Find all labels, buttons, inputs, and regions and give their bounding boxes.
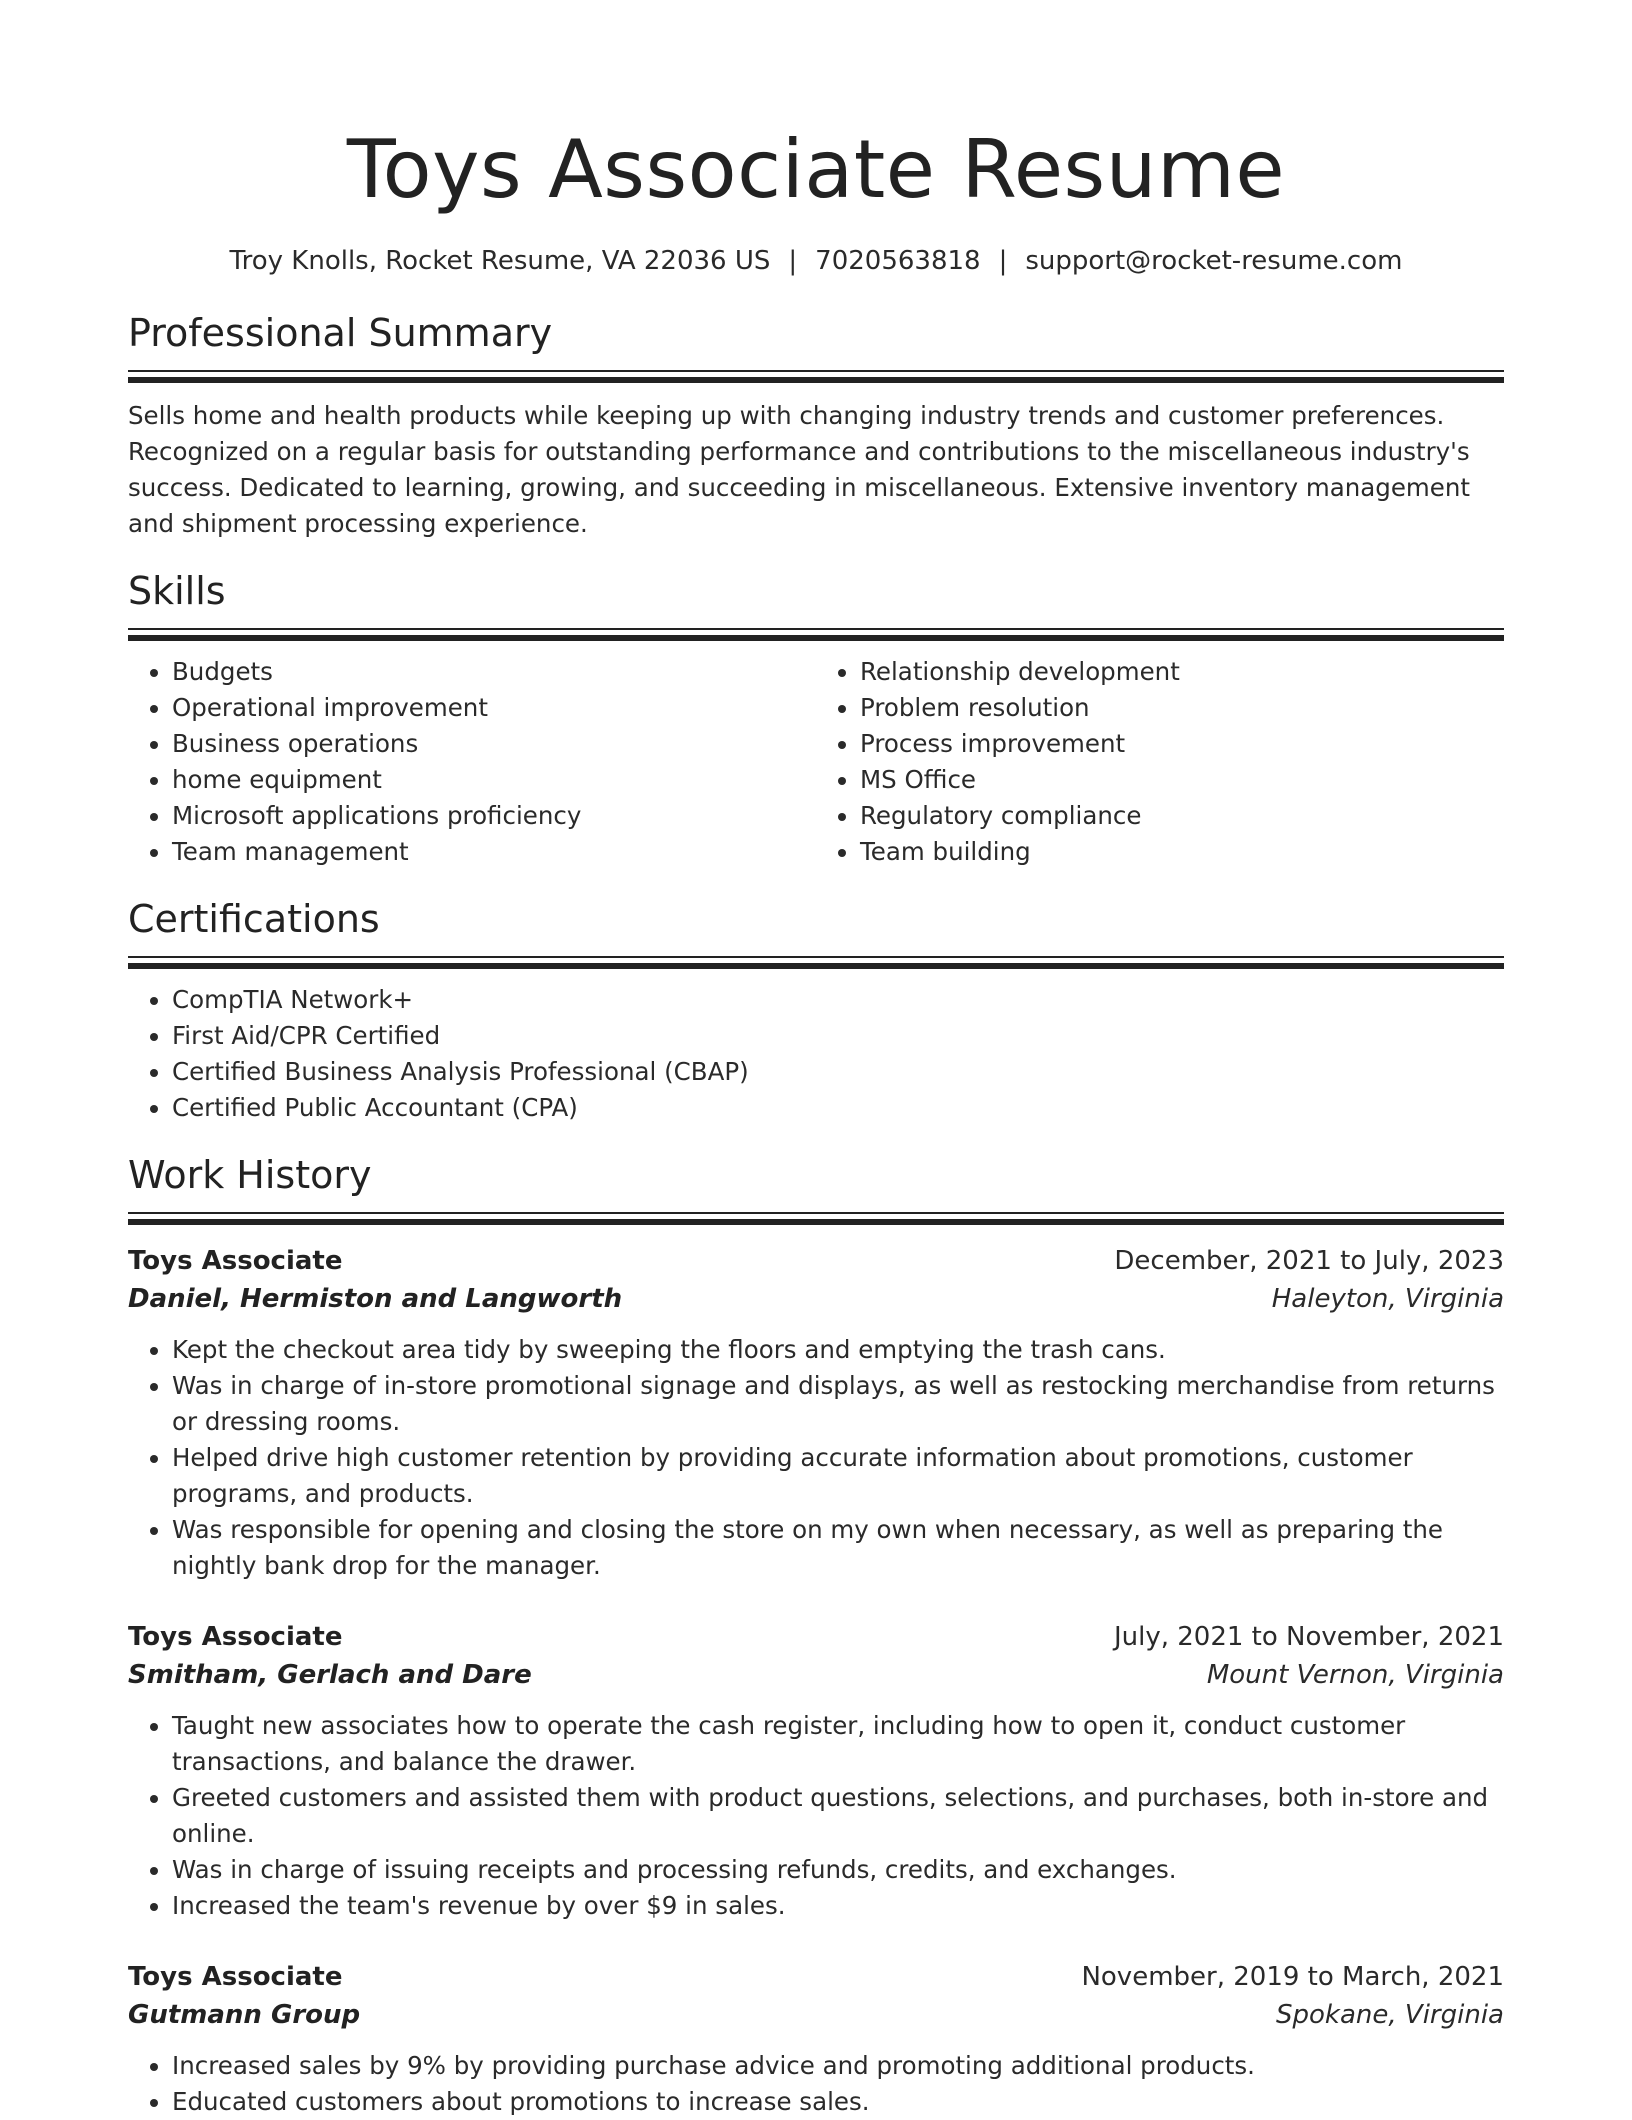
section-divider [128, 1212, 1504, 1226]
job-bullet: • Increased the team's revenue by over $9 in sales. [172, 1888, 1504, 1924]
job-header-row [128, 1958, 1504, 1996]
skill-item: • Budgets [172, 654, 816, 690]
job-bullet: • Was in charge of in-store promotional signage and displays, as well as restocking merchandise from returns or dressing rooms. [172, 1368, 1504, 1440]
job-bullets [128, 1708, 1504, 1924]
job-dates: July, 2021 to November, 2021 [1113, 1622, 1504, 1652]
job-bullet: • Was responsible for opening and closing the store on my own when necessary, as well as preparing the nightly bank drop for the manager. [172, 1512, 1504, 1584]
skill-item: • Regulatory compliance [860, 798, 1504, 834]
certifications-heading: Certifications [128, 897, 380, 941]
page-title: Toys Associate Resume [346, 123, 1286, 216]
job-bullet: • Increased sales by 9% by providing purchase advice and promoting additional products. [172, 2048, 1504, 2084]
skill-item: • Team building [860, 834, 1504, 870]
certifications-list [128, 982, 1504, 1126]
skill-item: • Team management [172, 834, 816, 870]
section-divider [128, 628, 1504, 642]
certifications-section [128, 894, 1504, 1126]
job-bullets [128, 1332, 1504, 1584]
job-company-row [128, 1280, 1504, 1318]
section-divider [128, 956, 1504, 970]
summary-heading: Professional Summary [128, 311, 553, 355]
skills-heading: Skills [128, 569, 226, 613]
job-title: Toys Associate [128, 1622, 343, 1652]
job-location: Spokane, Virginia [1276, 2000, 1504, 2030]
skills-list-right [816, 654, 1504, 870]
section-divider [128, 370, 1504, 384]
job-company: Gutmann Group [128, 2000, 361, 2030]
job-dates: December, 2021 to July, 2023 [1114, 1246, 1504, 1276]
job-company-row [128, 1656, 1504, 1694]
contact-address: Troy Knolls, Rocket Resume, VA 22036 US [229, 246, 771, 276]
certification-item: • First Aid/CPR Certified [172, 1018, 1504, 1054]
job-location: Mount Vernon, Virginia [1206, 1660, 1504, 1690]
job-bullet: • Greeted customers and assisted them with product questions, selections, and purchases, both in-store and online. [172, 1780, 1504, 1852]
job-bullets [128, 2048, 1504, 2120]
job-title: Toys Associate [128, 1246, 343, 1276]
contact-separator: | [788, 246, 798, 276]
skills-grid [128, 654, 1504, 870]
job-title: Toys Associate [128, 1962, 343, 1992]
skill-item: • Microsoft applications proficiency [172, 798, 816, 834]
skill-item: • home equipment [172, 762, 816, 798]
work-history-heading: Work History [128, 1153, 372, 1197]
job-company: Smitham, Gerlach and Dare [128, 1660, 532, 1690]
job-bullet: • Educated customers about promotions to increase sales. [172, 2084, 1504, 2120]
job-entry [128, 1958, 1504, 2120]
job-entry [128, 1618, 1504, 1924]
certification-item: • CompTIA Network+ [172, 982, 1504, 1018]
job-company-row [128, 1996, 1504, 2034]
resume-page [128, 0, 1504, 2120]
skill-item: • MS Office [860, 762, 1504, 798]
job-bullet: • Was in charge of issuing receipts and processing refunds, credits, and exchanges. [172, 1852, 1504, 1888]
contact-email: support@rocket-resume.com [1025, 246, 1403, 276]
job-company: Daniel, Hermiston and Langworth [128, 1284, 623, 1314]
job-bullet: • Taught new associates how to operate the cash register, including how to open it, conduct customer transactions, and balance the drawer. [172, 1708, 1504, 1780]
work-history-section [128, 1150, 1504, 2120]
skill-item: • Problem resolution [860, 690, 1504, 726]
job-header-row [128, 1242, 1504, 1280]
skill-item: • Relationship development [860, 654, 1504, 690]
job-header-row [128, 1618, 1504, 1656]
certification-item: • Certified Business Analysis Professional (CBAP) [172, 1054, 1504, 1090]
contact-line [128, 244, 1504, 278]
skills-section [128, 566, 1504, 870]
skills-list-left [128, 654, 816, 870]
job-entry [128, 1242, 1504, 1584]
certification-item: • Certified Public Accountant (CPA) [172, 1090, 1504, 1126]
summary-section [128, 308, 1504, 542]
job-dates: November, 2019 to March, 2021 [1081, 1962, 1504, 1992]
job-bullet: • Helped drive high customer retention by providing accurate information about promotions, customer programs, and products. [172, 1440, 1504, 1512]
skill-item: • Process improvement [860, 726, 1504, 762]
job-location: Haleyton, Virginia [1271, 1284, 1504, 1314]
summary-text: Sells home and health products while keeping up with changing industry trends and customer preferences. Recognized on a regular basis for outstanding performance and contributions to the miscellaneous industry's success. Dedicated to learning, growing, and succeeding in miscellaneous. Extensive inventory management and shipment processing experience. [128, 401, 1470, 538]
skill-item: • Operational improvement [172, 690, 816, 726]
skill-item: • Business operations [172, 726, 816, 762]
contact-separator: | [998, 246, 1008, 276]
contact-phone: 7020563818 [815, 246, 981, 276]
job-bullet: • Kept the checkout area tidy by sweeping the floors and emptying the trash cans. [172, 1332, 1504, 1368]
